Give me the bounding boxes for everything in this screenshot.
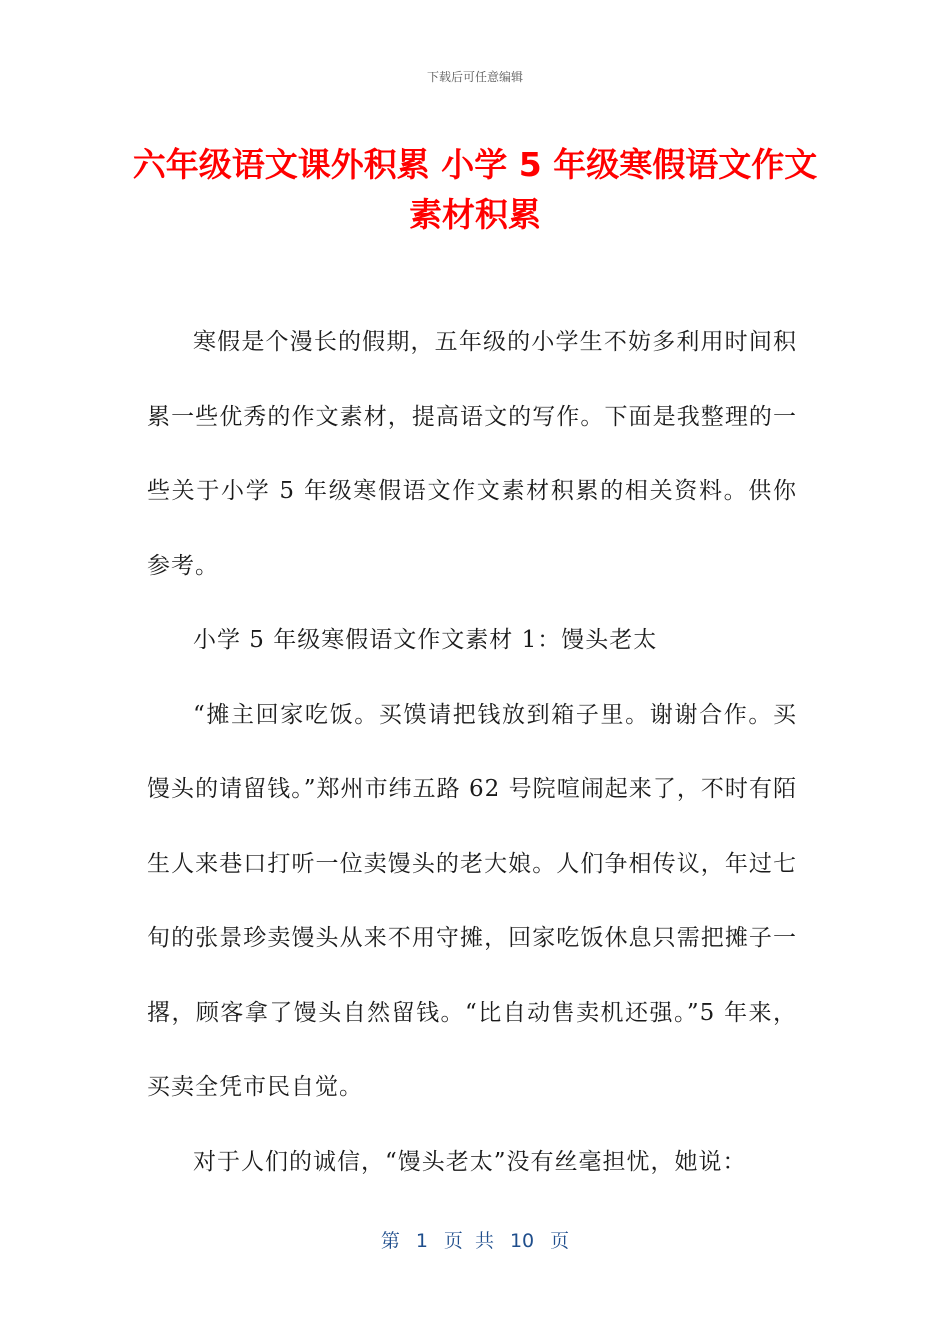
paragraph-continuation: 对于人们的诚信，“馒头老太”没有丝毫担忧，她说：: [193, 1148, 747, 1175]
footer-page-number: 1: [415, 1230, 428, 1252]
paragraph-story: “摊主回家吃饭。买馍请把钱放到箱子里。谢谢合作。买馒头的请留钱。”郑州市纬五路 62 号院喧闹起来了，不时有陌生人来巷口打听一位卖馒头的老大娘。人们争相传议，年过七旬的张景珍卖馒头从来不用守摊，回家吃饭休息只需把摊子一撂，顾客拿了馒头自然留钱。“比自动售卖机还强。”5 年来，买卖全凭市民自觉。: [147, 701, 797, 1100]
footer-total-pages: 10: [509, 1230, 535, 1252]
document-body: [147, 305, 797, 1199]
paragraph-intro: 寒假是个漫长的假期，五年级的小学生不妨多利用时间积累一些优秀的作文素材，提高语文的写作。下面是我整理的一些关于小学 5 年级寒假语文作文素材积累的相关资料。供你参考。: [147, 329, 797, 579]
paragraph-section-heading: 小学 5 年级寒假语文作文素材 1：馒头老太: [193, 627, 658, 653]
footer-suffix: 页: [550, 1230, 570, 1252]
footer-middle: 页 共: [443, 1230, 494, 1252]
footer-prefix: 第: [380, 1230, 400, 1252]
document-title: 六年级语文课外积累 小学 5 年级寒假语文作文素材积累: [132, 145, 818, 234]
header-note: 下载后可任意编辑: [426, 70, 523, 84]
page-footer: [0, 1226, 950, 1253]
